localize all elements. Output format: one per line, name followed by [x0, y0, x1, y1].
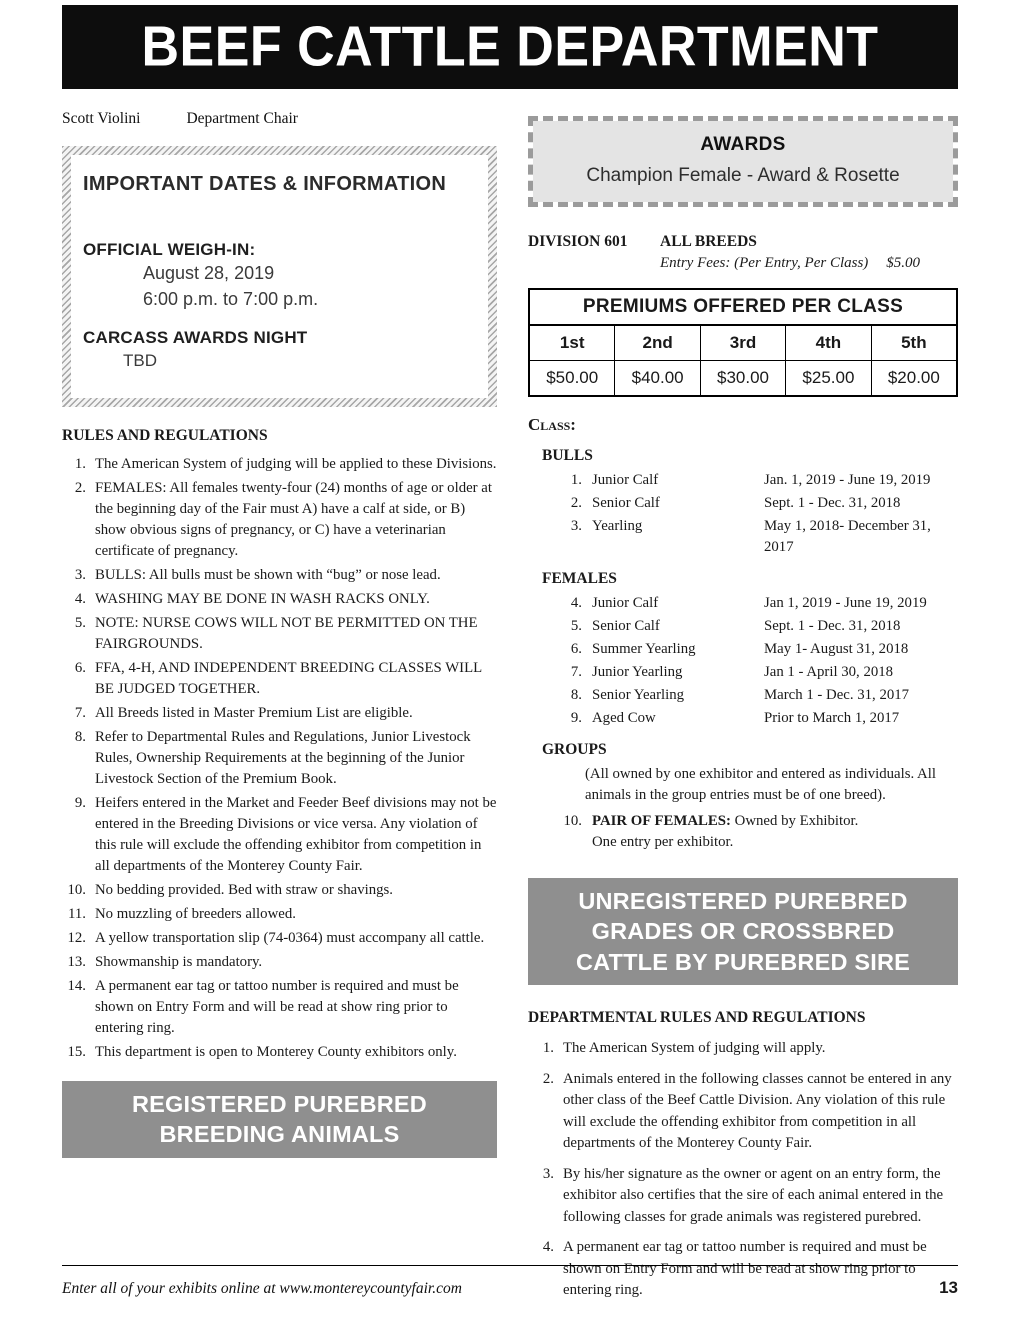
columns — [62, 100, 958, 1310]
dept-rule-item — [528, 1069, 958, 1155]
carcass-block — [83, 328, 472, 374]
important-dates-heading: IMPORTANT DATES & INFORMATION — [83, 173, 447, 195]
class-number: 5. — [570, 618, 582, 634]
rule-number: 4. — [74, 590, 86, 607]
class-item — [528, 516, 958, 558]
class-item — [528, 616, 958, 637]
class-number: 7. — [570, 664, 582, 680]
rule-number: 6. — [74, 659, 86, 676]
premiums-places-row — [530, 326, 956, 361]
premiums-title: PREMIUMS OFFERED PER CLASS — [530, 290, 956, 326]
division-name: ALL BREEDS — [660, 233, 757, 250]
dept-rules-list — [528, 1038, 958, 1301]
rule-text: NOTE: NURSE COWS WILL NOT BE PERMITTED ON THE FAIRGROUNDS. — [95, 614, 478, 652]
registered-line1: REGISTERED PUREBRED — [132, 1090, 427, 1117]
rule-item — [62, 454, 497, 475]
dept-rule-text: By his/her signature as the owner or agent on an entry form, the exhibitor also certifies that the sire of each animal entered in the following classes for grade animals was registered purebred. — [563, 1165, 944, 1225]
weigh-in-label: OFFICIAL WEIGH-IN: — [83, 240, 256, 259]
dept-rule-item — [528, 1164, 958, 1228]
right-column — [528, 100, 958, 1310]
rule-item — [62, 727, 497, 790]
rule-item — [62, 880, 497, 901]
females-list — [528, 593, 958, 729]
rule-item — [62, 658, 497, 700]
class-label: Summer Yearling — [592, 641, 696, 657]
rule-number: 3. — [74, 566, 86, 583]
class-label-rest: Owned by Exhibitor. — [730, 812, 859, 829]
premiums-amounts-row — [530, 361, 956, 395]
class-text-line2: One entry per exhibitor. — [592, 834, 734, 851]
class-dates: May 1, 2018- December 31, 2017 — [764, 518, 931, 555]
class-item — [528, 593, 958, 614]
unregistered-purebred-banner — [528, 878, 958, 986]
rule-number: 5. — [74, 614, 86, 631]
dept-rule-number: 1. — [542, 1040, 554, 1057]
rule-text: Heifers entered in the Market and Feeder Beef divisions may not be entered in the Breeding Divisions or vice versa. Any violation of this rule will exclude the offending exhibitor from competition in all departments of the Monterey County Fair. — [95, 794, 497, 874]
premium-amount: $30.00 — [701, 361, 786, 395]
rule-item — [62, 589, 497, 610]
rule-number: 12. — [67, 929, 86, 946]
rule-text: All Breeds listed in Master Premium List are eligible. — [95, 704, 413, 721]
class-item — [528, 639, 958, 660]
class-dates: Jan 1 - April 30, 2018 — [764, 664, 894, 680]
place-header: 3rd — [701, 326, 786, 360]
chair-line — [62, 110, 497, 128]
premium-amount: $40.00 — [615, 361, 700, 395]
unregistered-line1: UNREGISTERED PUREBRED — [578, 887, 908, 914]
rule-text: No muzzling of breeders allowed. — [95, 905, 296, 922]
dept-rule-number: 2. — [542, 1070, 554, 1087]
dept-rule-number: 4. — [542, 1239, 554, 1256]
division-line — [528, 233, 958, 251]
rule-text: Showmanship is mandatory. — [95, 953, 263, 970]
rule-number: 9. — [74, 794, 86, 811]
rule-item — [62, 613, 497, 655]
rule-number: 2. — [74, 479, 86, 496]
weigh-in-time: 6:00 p.m. to 7:00 p.m. — [143, 289, 319, 310]
class-dates: Sept. 1 - Dec. 31, 2018 — [764, 495, 901, 511]
entry-fee-label: Entry Fees: (Per Entry, Per Class) — [660, 255, 869, 271]
class-number: 4. — [570, 595, 582, 611]
rule-number: 11. — [68, 905, 86, 922]
page-number: 13 — [939, 1278, 958, 1297]
class-label: Senior Yearling — [592, 687, 685, 703]
dept-rule-number: 3. — [542, 1165, 554, 1182]
rule-text: No bedding provided. Bed with straw or shavings. — [95, 881, 393, 898]
class-number: 1. — [570, 472, 582, 488]
rule-text: WASHING MAY BE DONE IN WASH RACKS ONLY. — [95, 590, 430, 607]
rule-text: Refer to Departmental Rules and Regulations, Junior Livestock Rules, Ownership Requirements at the beginning of the Junior Livestock Section of the Premium Book. — [95, 728, 471, 787]
footer-text: Enter all of your exhibits online at www.montereycountyfair.com — [62, 1280, 462, 1297]
class-label: Yearling — [592, 518, 643, 534]
class-dates: Prior to March 1, 2017 — [764, 710, 900, 726]
registered-purebred-banner — [62, 1081, 497, 1158]
rule-text: A permanent ear tag or tattoo number is required and must be shown on Entry Form and will be read at show ring prior to entering ring. — [95, 977, 459, 1036]
carcass-label: CARCASS AWARDS NIGHT — [83, 328, 308, 348]
carcass-value: TBD — [123, 351, 157, 371]
class-dates: March 1 - Dec. 31, 2017 — [764, 687, 910, 703]
premium-amount: $50.00 — [530, 361, 615, 395]
class-item — [528, 685, 958, 706]
groups-heading: GROUPS — [542, 741, 607, 758]
class-item — [528, 662, 958, 683]
division-label: DIVISION 601 — [528, 233, 628, 250]
awards-box — [528, 116, 958, 207]
rule-item — [62, 952, 497, 973]
class-label: Junior Yearling — [592, 664, 683, 680]
rule-number: 14. — [67, 977, 86, 994]
class-heading: Class: — [528, 415, 576, 434]
weigh-in-date: August 28, 2019 — [143, 263, 275, 283]
rule-item — [62, 793, 497, 877]
rule-item — [62, 928, 497, 949]
rule-item — [62, 1042, 497, 1063]
class-number: 10. — [563, 812, 582, 829]
place-header: 5th — [901, 333, 927, 352]
rule-text: This department is open to Monterey County exhibitors only. — [95, 1043, 457, 1060]
class-dates: Jan 1, 2019 - June 19, 2019 — [764, 595, 927, 611]
rule-item — [62, 976, 497, 1039]
rules-heading: RULES AND REGULATIONS — [62, 426, 268, 444]
class-number: 2. — [570, 495, 582, 511]
class-item — [528, 811, 958, 854]
unregistered-line2: GRADES OR CROSSBRED — [591, 918, 895, 945]
place-header: 2nd — [615, 326, 700, 360]
dept-rule-text: Animals entered in the following classes cannot be entered in any other class of the Beef Cattle Division. Any violation of this rule will exclude the offending exhibitor from competition in all departments of the Monterey County Fair. — [563, 1070, 952, 1152]
premium-amount: $25.00 — [786, 361, 871, 395]
rule-number: 8. — [74, 728, 86, 745]
dept-rules-heading: DEPARTMENTAL RULES AND REGULATIONS — [528, 1009, 866, 1027]
bulls-list — [528, 470, 958, 558]
rule-text: BULLS: All bulls must be shown with “bug” or nose lead. — [95, 566, 441, 583]
important-dates-box — [62, 146, 497, 407]
class-label: Senior Calf — [592, 495, 660, 511]
class-number: 3. — [570, 518, 582, 534]
class-number: 6. — [570, 641, 582, 657]
rule-item — [62, 565, 497, 586]
class-dates: May 1- August 31, 2018 — [764, 641, 909, 657]
place-header: 1st — [530, 326, 615, 360]
class-text — [592, 811, 858, 854]
left-column — [62, 100, 497, 1310]
class-label: Senior Calf — [592, 618, 660, 634]
rule-item — [62, 904, 497, 925]
rule-number: 1. — [74, 455, 86, 472]
entry-fee-value: $5.00 — [886, 255, 920, 271]
class-item — [528, 470, 958, 491]
entry-fee-line — [660, 255, 958, 272]
bulls-heading: BULLS — [542, 447, 593, 464]
rule-number: 13. — [67, 953, 86, 970]
rule-number: 15. — [67, 1043, 86, 1060]
rule-text: FFA, 4-H, AND INDEPENDENT BREEDING CLASSES WILL BE JUDGED TOGETHER. — [95, 659, 482, 697]
groups-intro: (All owned by one exhibitor and entered as individuals. All animals in the group entries must be of one breed). — [585, 766, 936, 804]
class-label: Junior Calf — [592, 472, 659, 488]
rule-text: The American System of judging will be applied to these Divisions. — [95, 455, 497, 472]
department-banner — [62, 5, 958, 89]
dept-rule-text: The American System of judging will apply. — [563, 1040, 826, 1057]
rule-number: 7. — [74, 704, 86, 721]
class-dates: Jan. 1, 2019 - June 19, 2019 — [764, 472, 931, 488]
class-dates: Sept. 1 - Dec. 31, 2018 — [764, 618, 901, 634]
registered-line2: BREEDING ANIMALS — [159, 1121, 400, 1148]
class-item — [528, 493, 958, 514]
class-label: Aged Cow — [592, 710, 656, 726]
weigh-in-block — [83, 240, 472, 312]
place-header: 4th — [786, 326, 871, 360]
dept-rule-text: A permanent ear tag or tattoo number is required and must be shown on Entry Form and will be read at show ring prior to entering ring. — [563, 1239, 927, 1298]
awards-heading: AWARDS — [700, 134, 786, 155]
rule-text: A yellow transportation slip (74-0364) must accompany all cattle. — [95, 929, 485, 946]
dept-rule-item — [528, 1038, 958, 1059]
page-footer — [62, 1265, 958, 1298]
premium-amount: $20.00 — [887, 368, 940, 387]
chair-name: Scott Violini — [62, 110, 141, 127]
class-label: Junior Calf — [592, 595, 659, 611]
unregistered-line3: CATTLE BY PUREBRED SIRE — [575, 948, 911, 975]
page-title: BEEF CATTLE DEPARTMENT — [141, 15, 879, 79]
rule-text: FEMALES: All females twenty-four (24) months of age or older at the beginning day of the Fair must A) have a calf at side, or B) show obvious signs of pregnancy, or C) have a veterinarian certificate of pregnancy. — [95, 479, 492, 559]
rule-item — [62, 478, 497, 562]
premiums-table — [528, 288, 958, 397]
class-item — [528, 708, 958, 729]
class-number: 8. — [570, 687, 582, 703]
class-number: 9. — [570, 710, 582, 726]
rule-number: 10. — [67, 881, 86, 898]
rules-list — [62, 454, 497, 1063]
chair-role: Department Chair — [186, 110, 298, 127]
rule-item — [62, 703, 497, 724]
awards-text: Champion Female - Award & Rosette — [586, 165, 900, 186]
females-heading: FEMALES — [542, 570, 617, 587]
class-label-bold: PAIR OF FEMALES: — [592, 812, 731, 829]
